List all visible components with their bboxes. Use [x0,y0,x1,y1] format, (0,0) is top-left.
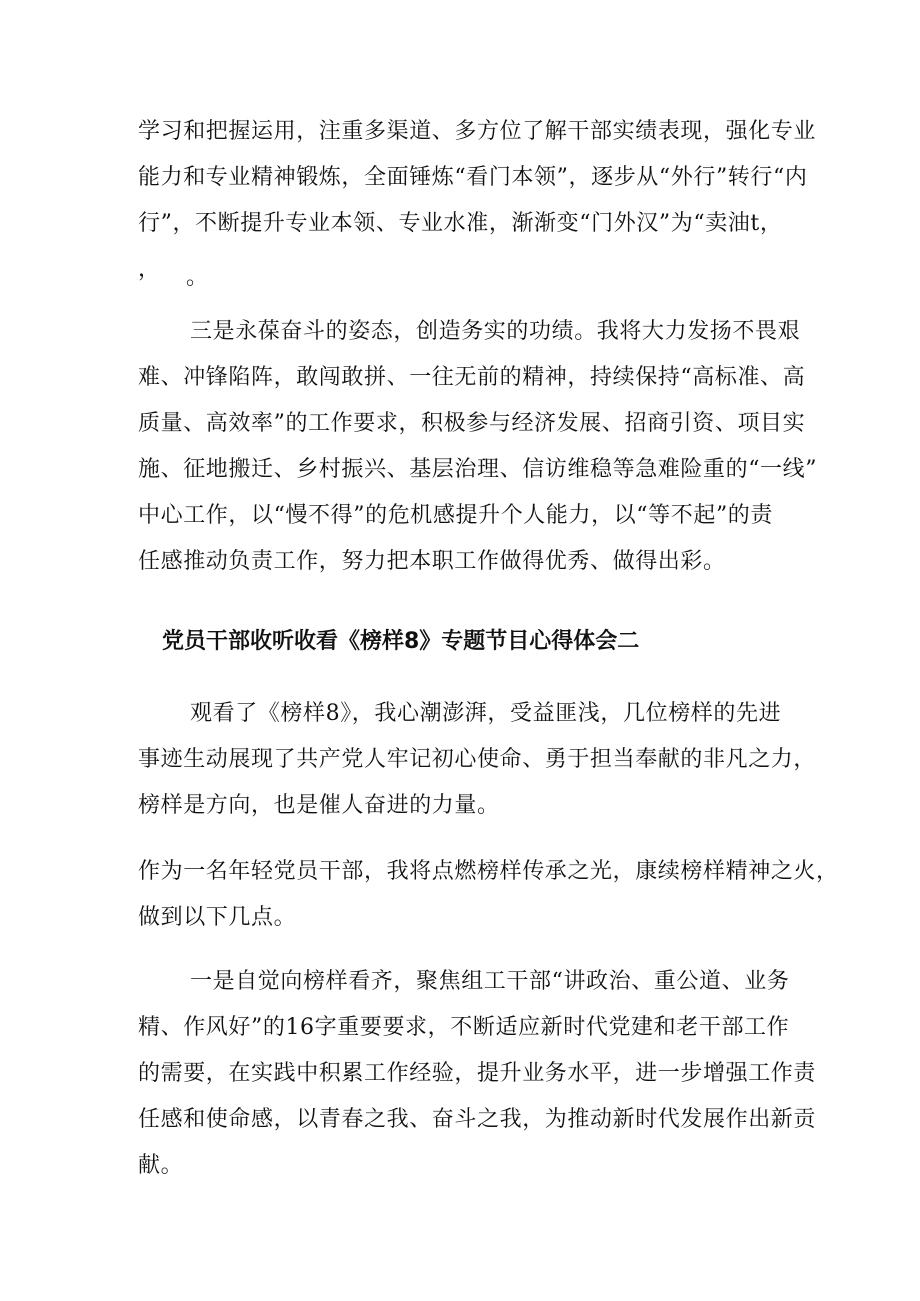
paragraph-line: 榜样是方向，也是催人奋进的力量。 [138,793,500,818]
paragraph-line: 任感推动负责工作，努力把本职工作做得优秀、做得出彩。 [138,549,726,574]
paragraph-line: 作为一名年轻党员干部，我将点燃榜样传承之光，康续榜样精神之火， [138,859,839,884]
paragraph-line: 质量、高效率”的工作要求，积极参与经济发展、招商引资、项目实 [138,411,806,436]
paragraph-line: 难、冲锋陷阵，敢闯敢拼、一往无前的精神，持续保持“高标准、高 [138,365,806,390]
paragraph-line: ， [138,257,161,282]
paragraph-line: 三是永葆奋斗的姿态，创造务实的功绩。我将大力发扬不畏艰 [190,319,801,344]
paragraph-line: 献。 [138,1153,184,1178]
paragraph-line: 做到以下几点。 [138,905,297,930]
paragraph-line: 事迹生动展现了共产党人牢记初心使命、勇于担当奉献的非凡之力， [138,747,817,772]
paragraph-line: 行”，不断提升专业本领、专业水准，渐渐变“门外汉”为“卖油t， [138,211,783,236]
section-heading: 党员干部收听收看《榜样8》专题节目心得体会二 [162,629,640,654]
paragraph-line: 一是自觉向榜样看齐，聚焦组工干部“讲政治、重公道、业务 [190,969,790,994]
paragraph-line: 精、作风好”的16字重要要求，不断适应新时代党建和老干部工作 [138,1015,790,1040]
paragraph-line: 观看了《榜样8》，我心潮澎湃，受益匪浅，几位榜样的先进 [190,701,782,726]
paragraph-line: 中心工作，以“慢不得”的危机感提升个人能力，以“等不起”的责 [138,503,773,528]
paragraph-line: 任感和使命感，以青春之我、奋斗之我，为推动新时代发展作出新贡 [138,1107,817,1132]
paragraph-line: 的需要，在实践中积累工作经验，提升业务水平，进一步增强工作责 [138,1061,817,1086]
paragraph-line: 学习和把握运用，注重多渠道、多方位了解干部实绩表现，强化专业 [138,119,817,144]
paragraph-line: 。 [186,265,209,290]
paragraph-line: 能力和专业精神锻炼，全面锤炼“看门本领”，逐步从“外行”转行“内 [138,165,808,190]
paragraph-line: 施、征地搬迁、乡村振兴、基层治理、信访维稳等急难险重的“一线” [138,457,818,482]
